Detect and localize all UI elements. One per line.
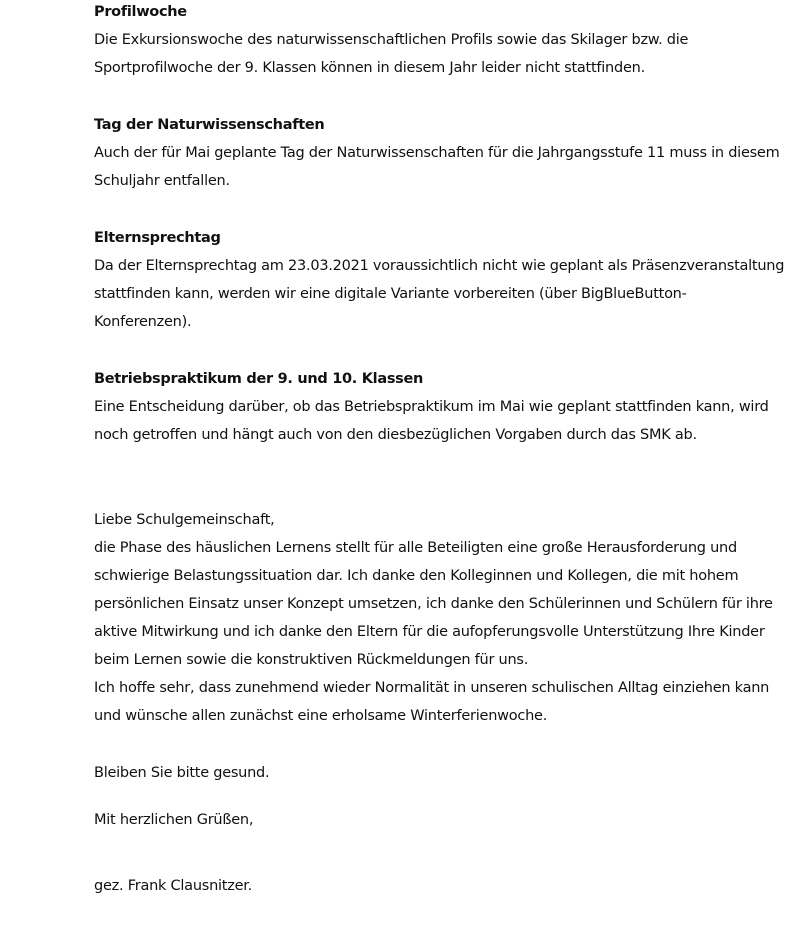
letter-body-line: schwierige Belastungssituation dar. Ich danke den Kolleginnen und Kollegen, die mit hohem — [94, 568, 739, 584]
paragraph-line: Konferenzen). — [94, 314, 192, 330]
letter-wish: Bleiben Sie bitte gesund. — [94, 765, 270, 781]
letter-body-line: beim Lernen sowie die konstruktiven Rückmeldungen für uns. — [94, 652, 529, 668]
letter-signature: gez. Frank Clausnitzer. — [94, 878, 252, 894]
paragraph-line: Auch der für Mai geplante Tag der Naturwissenschaften für die Jahrgangsstufe 11 muss in diesem — [94, 145, 780, 161]
section-heading-betriebspraktikum: Betriebspraktikum der 9. und 10. Klassen — [94, 371, 424, 387]
paragraph-line: noch getroffen und hängt auch von den diesbezüglichen Vorgaben durch das SMK ab. — [94, 427, 697, 443]
letter-body-line: und wünsche allen zunächst eine erholsame Winterferienwoche. — [94, 708, 548, 724]
letter-body-line: die Phase des häuslichen Lernens stellt für alle Beteiligten eine große Herausforderung und — [94, 540, 737, 556]
letter-closing: Mit herzlichen Grüßen, — [94, 812, 254, 828]
paragraph-line: Die Exkursionswoche des naturwissenschaftlichen Profils sowie das Skilager bzw. die — [94, 32, 689, 48]
letter-salutation: Liebe Schulgemeinschaft, — [94, 512, 275, 528]
letter-body-line: aktive Mitwirkung und ich danke den Eltern für die aufopferungsvolle Unterstützung Ihre Kinder — [94, 624, 765, 640]
paragraph-line: Schuljahr entfallen. — [94, 173, 230, 189]
letter-body-line: persönlichen Einsatz unser Konzept umsetzen, ich danke den Schülerinnen und Schülern für ihre — [94, 596, 773, 612]
paragraph-line: Sportprofilwoche der 9. Klassen können in diesem Jahr leider nicht stattfinden. — [94, 60, 645, 76]
paragraph-line: stattfinden kann, werden wir eine digitale Variante vorbereiten (über BigBlueButton- — [94, 286, 687, 302]
section-heading-elternsprechtag: Elternsprechtag — [94, 230, 221, 246]
paragraph-line: Eine Entscheidung darüber, ob das Betriebspraktikum im Mai wie geplant stattfinden kann, wird — [94, 399, 769, 415]
paragraph-line: Da der Elternsprechtag am 23.03.2021 voraussichtlich nicht wie geplant als Präsenzveranstaltung — [94, 258, 785, 274]
letter-body-line: Ich hoffe sehr, dass zunehmend wieder Normalität in unseren schulischen Alltag einziehen kann — [94, 680, 770, 696]
section-heading-tag-der-naturwissenschaften: Tag der Naturwissenschaften — [94, 117, 325, 133]
section-heading-profilwoche: Profilwoche — [94, 4, 187, 20]
